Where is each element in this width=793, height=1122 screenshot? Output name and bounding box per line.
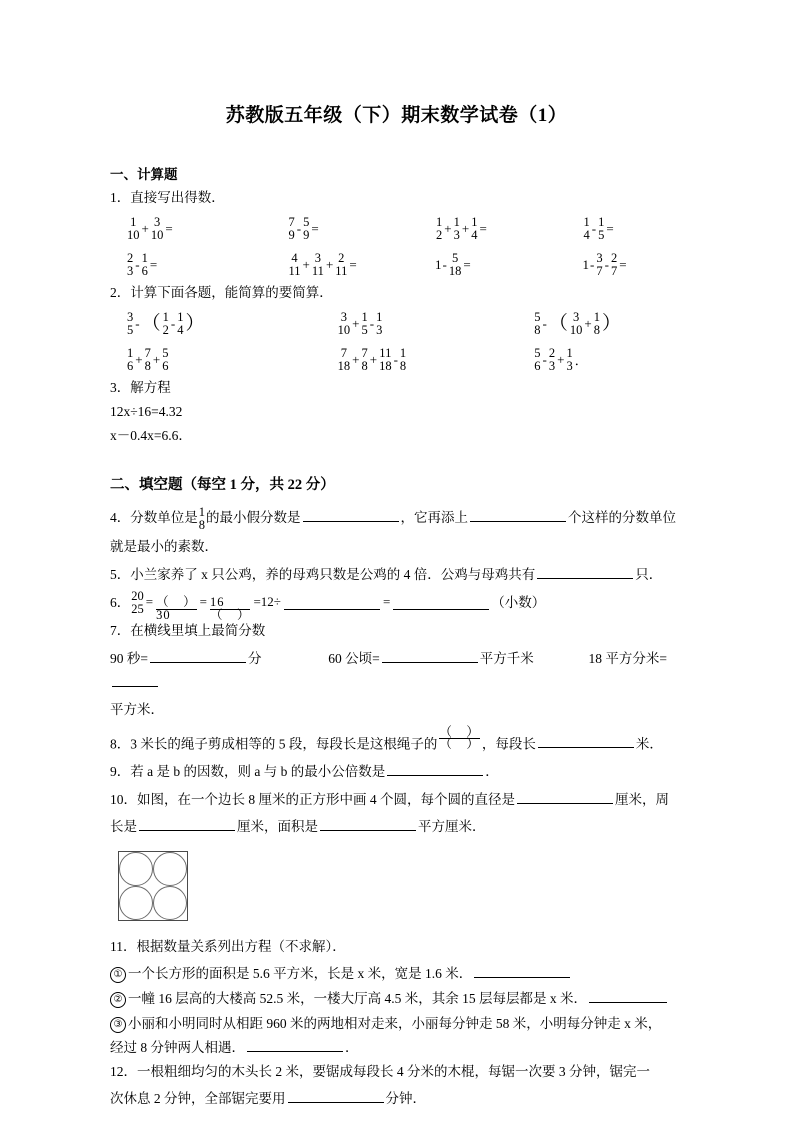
expression [503, 343, 700, 377]
operator: + [352, 315, 360, 331]
left-paren: （ [548, 313, 568, 335]
fraction: 3 11 [311, 251, 324, 278]
question-12-post: 分钟． [385, 1090, 426, 1106]
q7-a-label: 90 秒= [110, 650, 148, 666]
answer-blank[interactable] [387, 761, 483, 776]
expression [553, 248, 701, 282]
equals-sign: = [149, 256, 158, 272]
fraction: 5 18 [448, 251, 462, 278]
circle-icon [119, 886, 153, 920]
section-heading-1: 一、计算题 [110, 167, 178, 182]
answer-blank[interactable] [537, 564, 633, 579]
expression [553, 212, 701, 246]
expression [110, 248, 258, 282]
fraction: 1 2 [162, 310, 169, 337]
fraction-blank: （ ） （ ） [439, 724, 480, 752]
question-2-row-2 [110, 343, 700, 377]
question-2-row-1 [110, 307, 700, 341]
fraction: 1 8 [593, 310, 600, 337]
operator: - [590, 256, 595, 272]
fraction: 3 10 [569, 310, 583, 337]
question-10-line2 [110, 815, 700, 839]
operator: + [135, 351, 143, 367]
fraction: 1 4 [583, 215, 590, 242]
fraction: 1 6 [141, 251, 148, 278]
equals-sign: = [606, 220, 614, 236]
expression [405, 212, 553, 246]
sub-text: 一幢 16 层高的大楼高 52.5 米，一楼大厅高 4.5 米，其余 15 层每层都是 x 米． [128, 991, 587, 1007]
fraction: 1 10 [127, 215, 140, 242]
fraction: 4 11 [288, 251, 301, 278]
fraction: 2 3 [548, 346, 556, 373]
period: ． [574, 353, 588, 369]
expression [110, 212, 258, 246]
question-11-sub-1 [110, 962, 700, 986]
circle-icon [119, 852, 153, 886]
question-4-part2: 的最小假分数是 [206, 509, 301, 525]
fraction: 1 5 [598, 215, 605, 242]
fraction: 1 5 [361, 310, 368, 337]
question-5-part1: 5．小兰家养了 x 只公鸡，养的母鸡只数是公鸡的 4 倍．公鸡与母鸡共有 [110, 566, 536, 582]
question-2-prompt: 2．计算下面各题，能简算的要简算． [110, 284, 333, 300]
fraction: 20 25 [131, 589, 144, 616]
equals-sign: = [463, 256, 471, 272]
operator: - [135, 315, 140, 331]
question-6-lead: 6． [110, 594, 131, 610]
answer-blank[interactable] [470, 507, 566, 522]
answer-blank[interactable] [247, 1038, 343, 1053]
question-8 [110, 726, 700, 756]
operator: + [369, 351, 378, 367]
expression [258, 248, 406, 282]
question-12-line2 [110, 1088, 700, 1111]
operator: - [393, 351, 398, 367]
question-3-prompt: 3．解方程 [110, 379, 171, 395]
question-6-tail: （小数） [491, 594, 546, 610]
answer-blank[interactable] [382, 648, 478, 663]
answer-blank[interactable] [320, 817, 416, 832]
fraction: 1 3 [453, 215, 460, 242]
expression [503, 307, 700, 341]
question-10-part5: 平方厘米． [418, 819, 486, 835]
fraction: 1 4 [177, 310, 184, 337]
fraction-blank: （ ） 30 [156, 595, 197, 622]
fraction: 3 10 [150, 215, 164, 242]
answer-blank[interactable] [284, 596, 380, 611]
question-4-part4: 个这样的分数单位 [568, 509, 676, 525]
fraction: 7 8 [144, 346, 151, 373]
question-7-header: 7．在横线里填上最简分数 [110, 623, 266, 639]
fraction: 3 7 [596, 251, 603, 278]
answer-blank[interactable] [393, 596, 489, 611]
fraction: 7 18 [337, 346, 351, 373]
operator: + [461, 220, 470, 236]
operator: + [584, 315, 592, 331]
question-3-equation-2: x－0.4x=6.6． [110, 427, 192, 443]
answer-blank[interactable] [538, 734, 634, 749]
question-11-header: 11．根据数量关系列出方程（不求解）． [110, 938, 346, 954]
question-10 [110, 788, 700, 812]
integer: 1 [435, 256, 442, 272]
answer-blank[interactable] [474, 964, 570, 979]
question-9-part2: ． [485, 763, 499, 779]
circle-icon [153, 886, 187, 920]
fraction: 5 6 [162, 346, 169, 373]
equals-sign: = [165, 220, 173, 236]
circled-number-icon: ③ [110, 1017, 126, 1033]
document-content [0, 163, 793, 1111]
equals-sign: = [619, 256, 627, 272]
operator: + [152, 351, 161, 367]
section-heading-2: 二、填空题（每空 1 分，共 22 分） [110, 476, 335, 493]
question-11-sub-3-line2 [110, 1036, 700, 1060]
question-12-pre: 次休息 2 分钟，全部锯完要用 [110, 1090, 286, 1106]
divide-expression: =12÷ [253, 594, 281, 610]
question-4-part1: 4．分数单位是 [110, 509, 198, 525]
answer-blank[interactable] [139, 817, 235, 832]
fraction: 1 4 [471, 215, 478, 242]
operator: + [444, 220, 452, 236]
sub-text-post: ． [345, 1040, 359, 1056]
operator: - [442, 256, 447, 272]
equals-sign: = [311, 220, 319, 236]
question-6 [110, 589, 700, 622]
expression [110, 307, 307, 341]
question-8-part2: ，每段长 [481, 736, 536, 752]
question-4-part3: ，它再添上 [400, 509, 468, 525]
operator: - [604, 256, 609, 272]
question-4 [110, 506, 700, 531]
operator: - [296, 220, 302, 236]
operator: - [542, 351, 547, 367]
question-8-part1: 8．3 米长的绳子剪成相等的 5 段，每段长是这根绳子的 [110, 736, 438, 752]
equals-sign: = [199, 594, 207, 610]
answer-blank[interactable] [303, 507, 399, 522]
answer-blank[interactable] [112, 672, 158, 687]
q7-b-unit: 平方千米 [479, 650, 534, 666]
expression [258, 212, 406, 246]
fraction: 1 6 [127, 346, 134, 373]
square-with-four-circles-diagram [118, 851, 188, 921]
fraction: 3 5 [127, 310, 134, 337]
operator: + [352, 351, 360, 367]
question-10-figure [118, 851, 700, 921]
question-8-part3: 米． [635, 736, 663, 752]
operator: + [302, 256, 310, 272]
q7-c-unit: 平方米． [110, 702, 164, 718]
q7-a-unit: 分 [248, 650, 262, 666]
operator: - [542, 315, 547, 331]
operator: + [557, 351, 565, 367]
sub-text: 一个长方形的面积是 5.6 平方米，长是 x 米，宽是 1.6 米． [128, 966, 473, 982]
answer-blank[interactable] [589, 989, 667, 1004]
question-10-part3: 长是 [110, 819, 137, 835]
question-5-part2: 只． [635, 566, 663, 582]
question-3-equation-1: 12x÷16=4.32 [110, 403, 183, 419]
expression [405, 248, 553, 282]
equals-sign: = [349, 256, 357, 272]
fraction: 1 3 [566, 346, 573, 373]
answer-blank[interactable] [517, 789, 613, 804]
question-1-prompt: 1．直接写出得数． [110, 190, 225, 205]
answer-blank[interactable] [288, 1088, 384, 1103]
fraction: 7 9 [288, 215, 295, 242]
circled-number-icon: ① [110, 967, 126, 983]
question-10-part2: 厘米，周 [615, 791, 669, 807]
fraction: 3 10 [337, 310, 351, 337]
question-11-sub-2 [110, 987, 700, 1011]
fraction: 2 3 [127, 251, 134, 278]
question-10-part4: 厘米，面积是 [237, 819, 318, 835]
fraction: 2 11 [335, 251, 348, 278]
right-paren: ） [185, 313, 205, 335]
q7-b-label: 60 公顷= [328, 650, 380, 666]
question-9-part1: 9．若 a 是 b 的因数，则 a 与 b 的最小公倍数是 [110, 763, 386, 779]
question-1-row-2 [110, 248, 700, 282]
left-paren: （ [141, 313, 161, 335]
integer: 1 [582, 256, 589, 272]
equals-sign: = [145, 594, 154, 610]
answer-blank[interactable] [150, 648, 246, 663]
fraction: 5 9 [303, 215, 310, 242]
fraction-blank: 16 （ ） [209, 595, 251, 622]
expression [110, 343, 307, 377]
sub-text: 小丽和小明同时从相距 960 米的两地相对走来，小丽每分钟走 58 米，小明每分钟走 x 米， [128, 1015, 662, 1031]
fraction: 1 2 [436, 215, 443, 242]
fraction: 2 7 [610, 251, 618, 278]
expression [307, 343, 504, 377]
question-11-sub-3 [110, 1012, 700, 1036]
equals-sign: = [382, 594, 391, 610]
page-title: 苏教版五年级（下）期末数学试卷（1） [225, 105, 568, 126]
operator: + [141, 220, 149, 236]
operator: - [135, 256, 140, 272]
fraction: 1 8 [198, 505, 205, 532]
expression [307, 307, 504, 341]
question-9 [110, 760, 700, 784]
right-paren: ） [601, 313, 621, 335]
equals-sign: = [479, 220, 487, 236]
question-4-part5: 就是最小的素数． [110, 539, 218, 555]
question-10-part1: 10．如图，在一个边长 8 厘米的正方形中画 4 个圆，每个圆的直径是 [110, 791, 515, 807]
question-5 [110, 563, 700, 587]
question-1-row-1 [110, 212, 700, 246]
fraction: 1 8 [399, 346, 407, 373]
operator: - [170, 315, 176, 331]
operator: - [369, 315, 375, 331]
operator: - [591, 220, 597, 236]
q7-c-label: 18 平方分米= [588, 650, 667, 666]
circle-icon [153, 852, 187, 886]
sub-text-pre: 经过 8 分钟两人相遇． [110, 1040, 245, 1056]
fraction: 5 6 [534, 346, 541, 373]
fraction: 11 18 [379, 346, 392, 373]
question-12-line1: 12．一根粗细均匀的木头长 2 米，要锯成每段长 4 分米的木棍，每锯一次要 3 分钟，锯完一 [110, 1063, 650, 1079]
question-7-blanks [110, 647, 700, 694]
fraction: 7 8 [361, 346, 368, 373]
fraction: 1 3 [376, 310, 383, 337]
operator: + [325, 256, 334, 272]
fraction: 5 8 [534, 310, 541, 337]
circled-number-icon: ② [110, 992, 126, 1008]
